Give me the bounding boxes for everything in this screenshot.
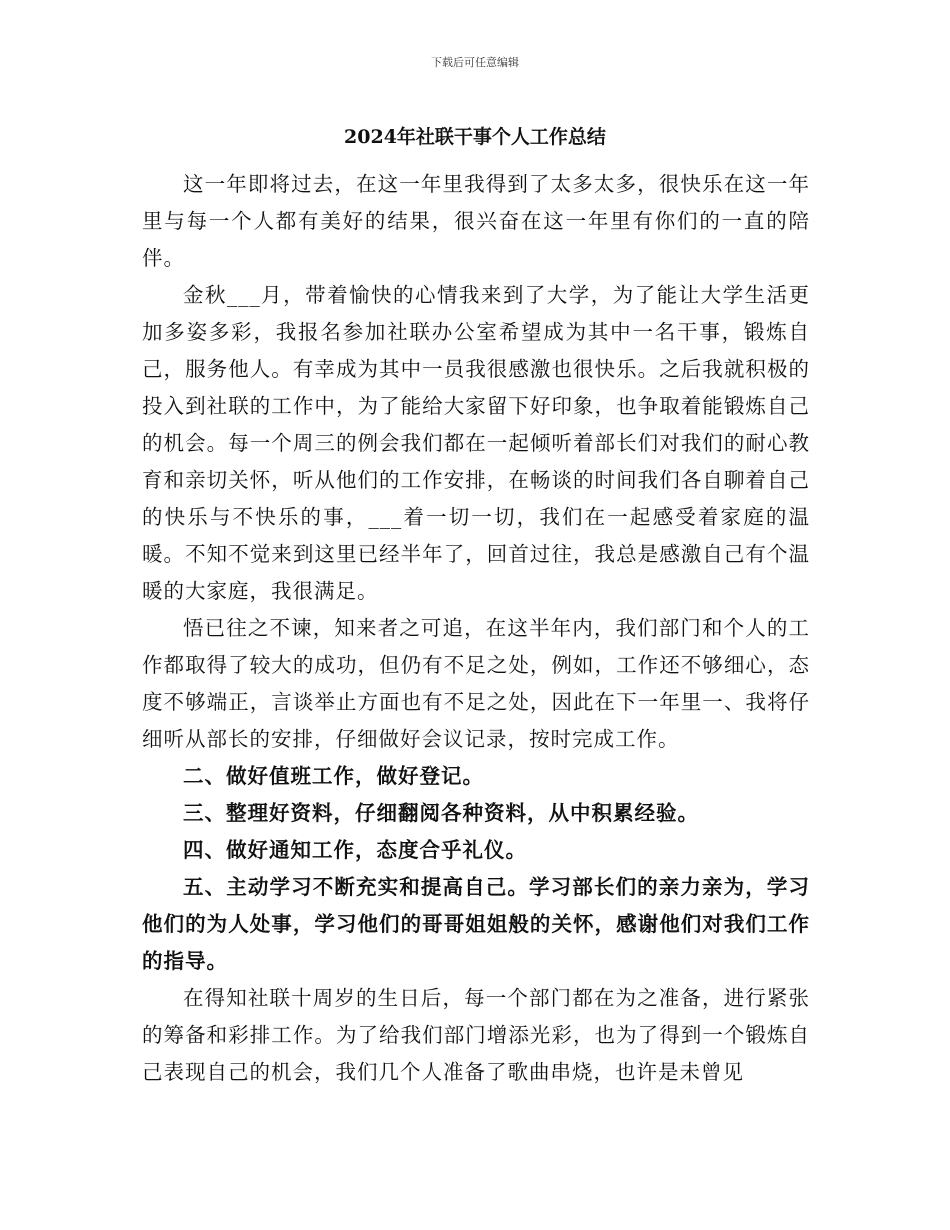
header-note: 下载后可任意编辑 [431,56,519,69]
document-body [142,166,810,1091]
paragraph-3: 悟已往之不谏，知来者之可追，在这半年内，我们部门和个人的工作都取得了较大的成功，但仍有不足之处，例如，工作还不够细心，态度不够端正，言谈举止方面也有不足之处，因此在下一年里一、我将仔细听从部长的安排，仔细做好会议记录，按时完成工作。 [142,616,810,751]
paragraph-5: 三、整理好资料，仔细翻阅各种资料，从中积累经验。 [183,801,699,825]
paragraph-4: 二、做好值班工作，做好登记。 [183,764,484,788]
paragraph-2: 金秋___月，带着愉快的心情我来到了大学，为了能让大学生活更加多姿多彩，我报名参加社联办公室希望成为其中一名干事，锻炼自己，服务他人。有幸成为其中一员我很感激也很快乐。之后我就积极的投入到社联的工作中，为了能给大家留下好印象，也争取着能锻炼自己的机会。每一个周三的例会我们都在一起倾听着部长们对我们的耐心教育和亲切关怀，听从他们的工作安排，在畅谈的时间我们各自聊着自己的快乐与不快乐的事，___着一切一切，我们在一起感受着家庭的温暖。不知不觉来到这里已经半年了，回首过往，我总是感激自己有个温暖的大家庭，我很满足。 [142,283,810,603]
page-title: 2024年社联干事个人工作总结 [344,126,606,148]
paragraph-8: 在得知社联十周岁的生日后，每一个部门都在为之准备，进行紧张的筹备和彩排工作。为了给我们部门增添光彩，也为了得到一个锻炼自己表现自己的机会，我们几个人准备了歌曲串烧，也许是未曾见 [142,986,810,1084]
paragraph-1: 这一年即将过去，在这一年里我得到了太多太多，很快乐在这一年里与每一个人都有美好的结果，很兴奋在这一年里有你们的一直的陪伴。 [142,172,810,270]
paragraph-7: 五、主动学习不断充实和提高自己。学习部长们的亲力亲为，学习他们的为人处事，学习他们的哥哥姐姐般的关怀，感谢他们对我们工作的指导。 [142,875,810,973]
paragraph-6: 四、做好通知工作，态度合乎礼仪。 [183,838,527,862]
